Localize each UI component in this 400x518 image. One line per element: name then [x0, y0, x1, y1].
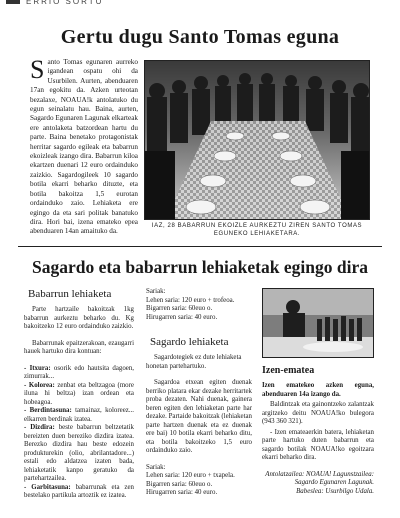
babarrun-intro: Parte hartzaile bakoitzak 1kg babarrun aurkeztu beharko du. Kg bakoitzeko 12 euro ordainduko zaizkio. — [24, 306, 134, 330]
section-divider — [18, 246, 382, 247]
credits — [262, 471, 374, 497]
prize-line: Lehen saria: 120 euro + trofeoa. — [146, 296, 235, 304]
criteria-label: - Kolorea: — [24, 381, 55, 389]
article1-text: anto Tomas egunaren aurreko igandean ospatu ohi da Usurbilen. Aurten, abenduaren 17an egokitu da. Azken urteotan bezalaxe, NOAUA!k antolatuko du egun seinalatu hau. Baina, aurten, Sagardo Egunaren Lagunak elkarteak ere antolaketa batzordean hartu du parte. Baina benetako protagonistak herritar sagardo egileak eta babarrun ekoizleak izango dira. Babarrun kiloa ekartzen duenari 12 euro ordainduko zaizkio. Sagardogileek 10 sagardo botila ekarri beharko dituzte, eta botila bakoitza 1,5 eurotan ordainduko zaio. Lehiaketa ere egingo da eta sari politak banatuko dira. Hori bai, izena emateko epea abenduaren 14an amaituko da. — [30, 58, 138, 236]
dropcap: S — [30, 55, 45, 84]
criteria-label: - Itxura: — [24, 364, 51, 372]
credit-line: Antolatzailea: NOAUA! Lagunstzailea: — [265, 470, 374, 478]
criteria-label: - Berdintasuna: — [24, 407, 72, 414]
header-bar-ornament — [6, 0, 20, 4]
izen-p2: - Izen emateaerkin batera, lehiaketan parte hartuko duten babarrun eta sagardo botilak NOAUA!ko egoitzara ekarri beharko dira. — [262, 428, 374, 461]
prize-line: Hirugarren saria: 40 euro. — [146, 489, 218, 496]
prize-line: Bigarren saria: 60euo o. — [146, 480, 213, 488]
prizes-label: Sariak: — [146, 288, 166, 295]
photo-event-crowd — [144, 60, 370, 220]
header-label: ERRIO SORTU — [26, 0, 104, 6]
sagardo-body: Sagardoa etxean egiten duenak berriko platara ekar dezake herritartek proba dezaten. Nahi duenak, gainera beren egiten den lehiaketan parte har dezake. Partaide bakoitzak (lehiaketan parte hartzen duenak eta ez duenak ere bai) 10 botila ekarri beharko ditu, eta botila bakoitzeko 1,5 euro ordainduko zaio. — [146, 379, 252, 454]
credit-line: Babeslea: Usurbilgo Udala. — [296, 487, 374, 495]
criteria-label: - Dizdira: — [24, 424, 55, 431]
prizes-label: Sariak: — [146, 463, 166, 471]
criteria-text: tamainaz, koloreez... elkarren berdinak izatea. — [24, 407, 134, 423]
article1-title: Gertu dugu Santo Tomas eguna — [60, 26, 340, 48]
sagardo-intro: Sagardotegiek ez dute lehiaketa honetan partehartuko. — [146, 354, 242, 370]
criteria-item — [24, 407, 134, 424]
article1-body — [30, 55, 138, 237]
criteria-text: beste babarrun beltzetatik bereizten duen bereziko dizdira izatea. Berezko dizdira hau beste edozein produkturekin (olio, abrilantadore...) estali edo aldatzea izaten bada, lehiaketatik kanpo geratuko da partehartzailea. — [24, 424, 135, 482]
sagardo-subtitle: Sagardo lehiaketa — [150, 336, 229, 348]
prize-line: Bigarren saria: 60euo o. — [146, 305, 213, 312]
criteria-list — [24, 365, 134, 501]
photo-bottles — [262, 288, 374, 358]
babarrun-criteria-intro: Babarrunak epaitzerakoan, ezaugarri hauek hartuko dira kontuan: — [24, 339, 134, 355]
credit-line: Sagardo Egunaren Lagunak. — [294, 479, 374, 486]
criteria-text: osorik edo hautsita dagoen, zimurrak... — [24, 364, 134, 380]
sagardo-prizes — [146, 464, 252, 498]
prize-line: Hirugarren saria: 40 euro. — [146, 313, 218, 321]
babarrun-subtitle: Babarrun lehiaketa — [28, 288, 112, 300]
header-strip — [0, 0, 400, 12]
izen-p1: Baldintzak eta gainontzeko zalantzak argitzeko deitu NOAUA!ko bulegora (943 360 321). — [262, 401, 374, 425]
criteria-item — [24, 365, 134, 382]
criteria-text: babarrunak eta zen bestelako partikula artoztik ez izatea. — [24, 483, 134, 499]
criteria-item — [24, 424, 134, 484]
criteria-text: zenbat eta beltzagoa (more iluna hi beltza) izan ordean eta hobeagoa. — [24, 381, 134, 406]
criteria-item — [24, 382, 134, 408]
column-middle — [146, 288, 252, 498]
izen-lead: Izen ematekeo azken eguna, abenduaren 14a izango da. — [262, 382, 374, 398]
article2-title: Sagardo eta babarrun lehiaketak egingo dira — [32, 257, 368, 277]
column-izen — [262, 288, 374, 496]
column-babarrun — [24, 288, 134, 501]
babarrun-prizes — [146, 288, 252, 322]
criteria-label: - Garbitasuna: — [24, 483, 71, 491]
izen-subtitle: Izen-ematea — [262, 365, 315, 376]
criteria-item — [24, 484, 134, 501]
photo-caption: IAZ, 28 BABARRUN EKOIZLE AURKEZTU ZIREN SANTO TOMAS EGUNEKO LEHIAKETARA. — [151, 223, 363, 237]
prize-line: Lehen saria: 120 euro + txapela. — [146, 472, 235, 479]
